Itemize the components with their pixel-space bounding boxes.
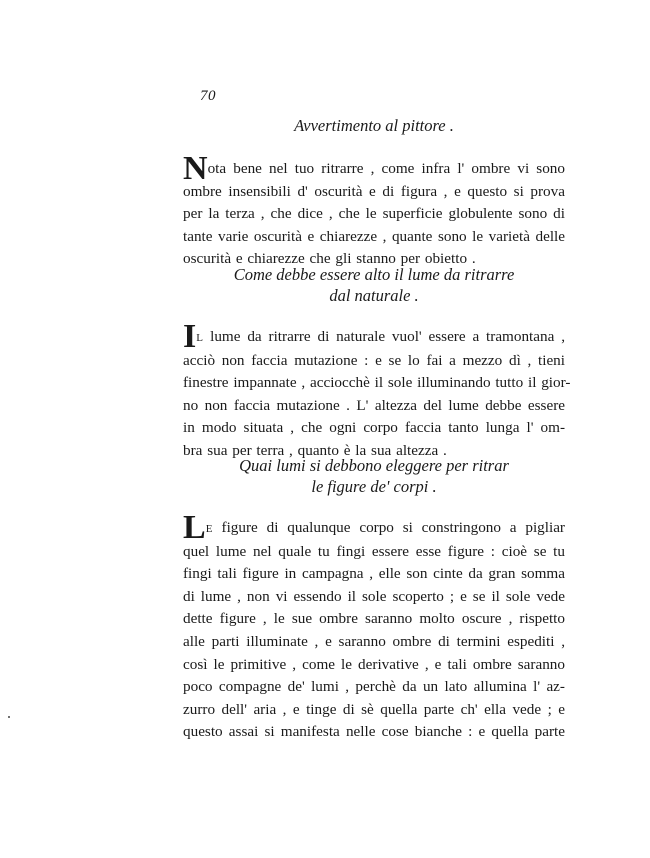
drop-cap: N — [183, 150, 207, 187]
paragraph-line: per la terza , che dice , che le superficie globulente sono di — [183, 205, 565, 223]
section-heading — [183, 115, 565, 136]
paragraph-line: LE figure di qualunque corpo si constringono a pigliar — [183, 509, 565, 546]
section-quai-lumi — [183, 455, 565, 744]
heading-line: Come debbe essere alto il lume da ritrarre — [233, 265, 515, 284]
paragraph-line: finestre impannate , acciocchè il sole illuminando tutto il gior- — [183, 374, 571, 392]
paragraph-line: alle parti illuminate , e saranno ombre di termini espediti , — [183, 632, 565, 650]
section-lume-ritrarre — [183, 264, 571, 463]
small-cap: L — [196, 332, 204, 344]
heading-line: le figure de' corpi . — [311, 477, 437, 496]
paragraph-line: bra sua per terra , quanto è la sua altezza . — [183, 441, 447, 459]
paragraph-line: ombre insensibili d' oscurità e di figura , e questo si prova — [183, 182, 565, 200]
drop-cap: I — [183, 318, 196, 355]
paragraph-line: tante varie oscurità e chiarezze , quante sono le varietà delle — [183, 227, 565, 245]
paragraph-line: così le primitive , come le derivative , e tali ombre saranno — [183, 655, 565, 673]
paragraph-line: IL lume da ritrarre di naturale vuol' essere a tramontana , — [183, 318, 565, 355]
paragraph-line: no non faccia mutazione . L' altezza del lume debbe essere — [183, 396, 565, 414]
section-heading — [183, 455, 565, 497]
paragraph-line: oscurità e chiarezze che gli stanno per obietto . — [183, 250, 476, 268]
paragraph-line: questo assai si manifesta nelle cose bianche : e quella parte — [183, 723, 565, 741]
drop-cap: L — [183, 509, 205, 546]
margin-speck — [8, 716, 10, 718]
paragraph-line: fingi tali figure in campagna , elle son cinte da gran somma — [183, 565, 565, 583]
paragraph-line: di lume , non vi essendo il sole scoperto ; e se il sole vede — [183, 587, 565, 605]
paragraph-line: Nota bene nel tuo ritrarre , come infra l' ombre vi sono — [183, 150, 565, 187]
paragraph-line: quel lume nel quale tu fingi essere esse figure : cioè se tu — [183, 542, 565, 560]
paragraph-line: dette figure , le sue ombre saranno molto oscure , rispetto — [183, 610, 565, 628]
paragraph-line: in modo situata , che ogni corpo faccia tanto lunga l' om- — [183, 419, 565, 437]
paragraph — [183, 509, 565, 744]
small-cap: E — [205, 523, 213, 535]
section-heading — [183, 264, 565, 306]
heading-line: dal naturale . — [329, 286, 419, 305]
paragraph-line: zurro dell' aria , e tinge di sè quella parte ch' ella vede ; e — [183, 700, 565, 718]
paragraph-line: poco compagne de' lumi , perchè da un lato allumina l' az- — [183, 678, 565, 696]
section-avvertimento — [183, 115, 565, 271]
paragraph-line: acciò non faccia mutazione : e se lo fai a mezzo dì , tieni — [183, 351, 565, 369]
paragraph — [183, 150, 565, 271]
heading-line: Avvertimento al pittore . — [294, 116, 454, 135]
page-number: 70 — [200, 88, 216, 104]
paragraph — [183, 318, 571, 463]
heading-line: Quai lumi si debbono eleggere per ritrar — [239, 456, 509, 475]
